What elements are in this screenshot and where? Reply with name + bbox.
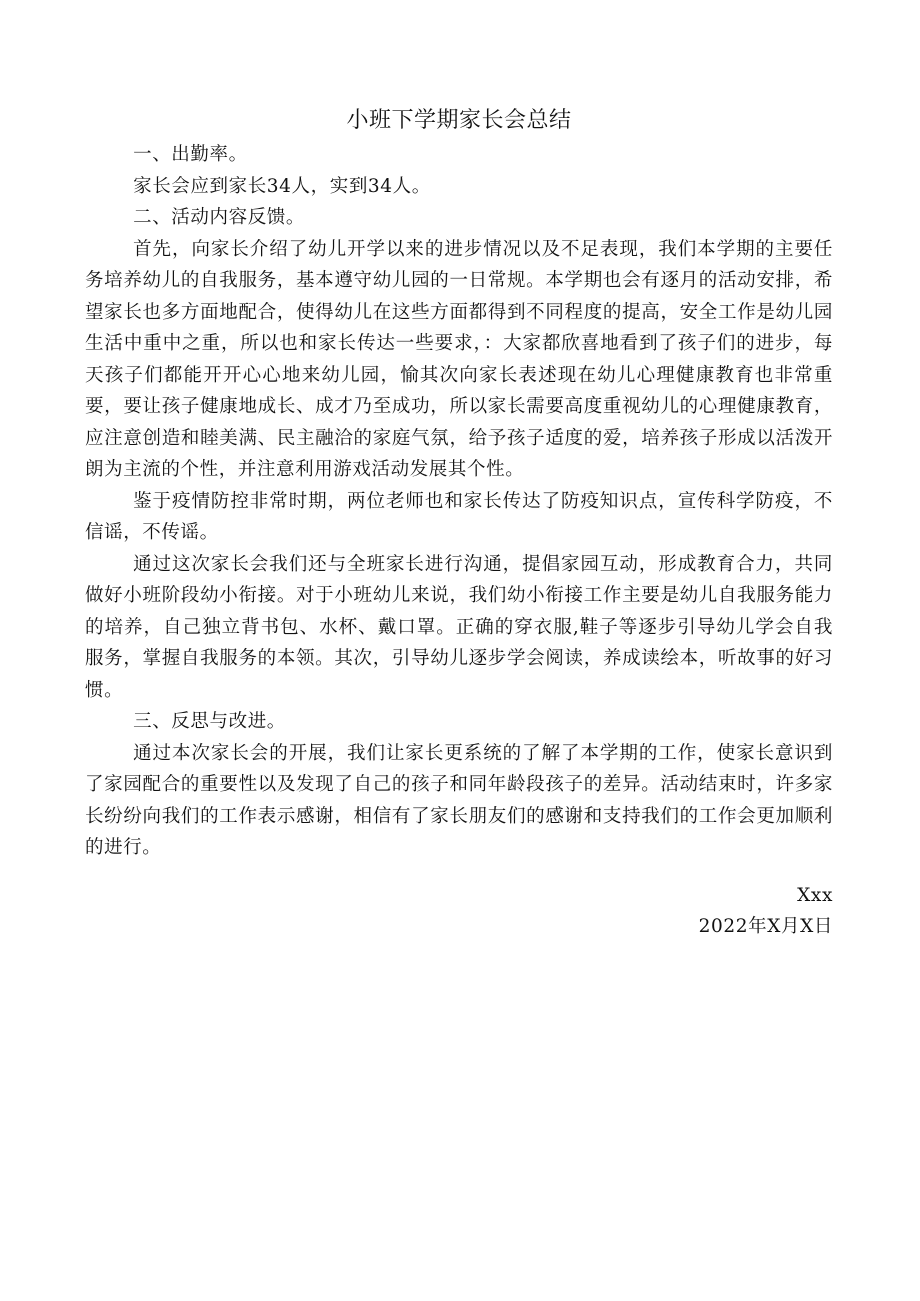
- section-heading-attendance: 一、出勤率。: [133, 144, 248, 165]
- section-heading-reflection: 三、反思与改进。: [133, 711, 286, 732]
- attendance-text: 家长会应到家长34人，实到34人。: [133, 175, 431, 197]
- feedback-paragraph: 通过这次家长会我们还与全班家长进行沟通，提倡家园互动，形成教育合力，共同做好小班阶段幼小衔接。对于小班幼儿来说，我们幼小衔接工作主要是幼儿自我服务能力的培养，自己独立背书包、水杯、戴口罩。正确的穿衣服,鞋子等逐步引导幼儿学会自我服务，掌握自我服务的本领。其次，引导幼儿逐步学会阅读，养成读绘本，听故事的好习惯。: [85, 553, 833, 701]
- feedback-paragraph: 鉴于疫情防控非常时期，两位老师也和家长传达了防疫知识点，宣传科学防疫，不信谣，不传谣。: [85, 490, 833, 543]
- signature-author: Xxx: [797, 884, 833, 906]
- document-body: [85, 105, 833, 943]
- section-heading-feedback: 二、活动内容反馈。: [133, 207, 305, 228]
- reflection-paragraph: 通过本次家长会的开展，我们让家长更系统的了解了本学期的工作，使家长意识到了家园配合的重要性以及发现了自己的孩子和同年龄段孩子的差异。活动结束时，许多家长纷纷向我们的工作表示感谢，相信有了家长朋友们的感谢和支持我们的工作会更加顺利的进行。: [85, 742, 833, 858]
- feedback-paragraph: 首先，向家长介绍了幼儿开学以来的进步情况以及不足表现，我们本学期的主要任务培养幼儿的自我服务，基本遵守幼儿园的一日常规。本学期也会有逐月的活动安排，希望家长也多方面地配合，使得幼儿在这些方面都得到不同程度的提高，安全工作是幼儿园生活中重中之重，所以也和家长传达一些要求，：大家都欣喜地看到了孩子们的进步，每天孩子们都能开开心心地来幼儿园，愉其次向家长表述现在幼儿心理健康教育也非常重要，要让孩子健康地成长、成才乃至成功，所以家长需要高度重视幼儿的心理健康教育，应注意创造和睦美满、民主融洽的家庭气氛，给予孩子适度的爱，培养孩子形成以活泼开朗为主流的个性，并注意利用游戏活动发展其个性。: [85, 238, 833, 480]
- signature-date: 2022年X月X日: [698, 916, 833, 937]
- page-title: 小班下学期家长会总结: [346, 108, 572, 133]
